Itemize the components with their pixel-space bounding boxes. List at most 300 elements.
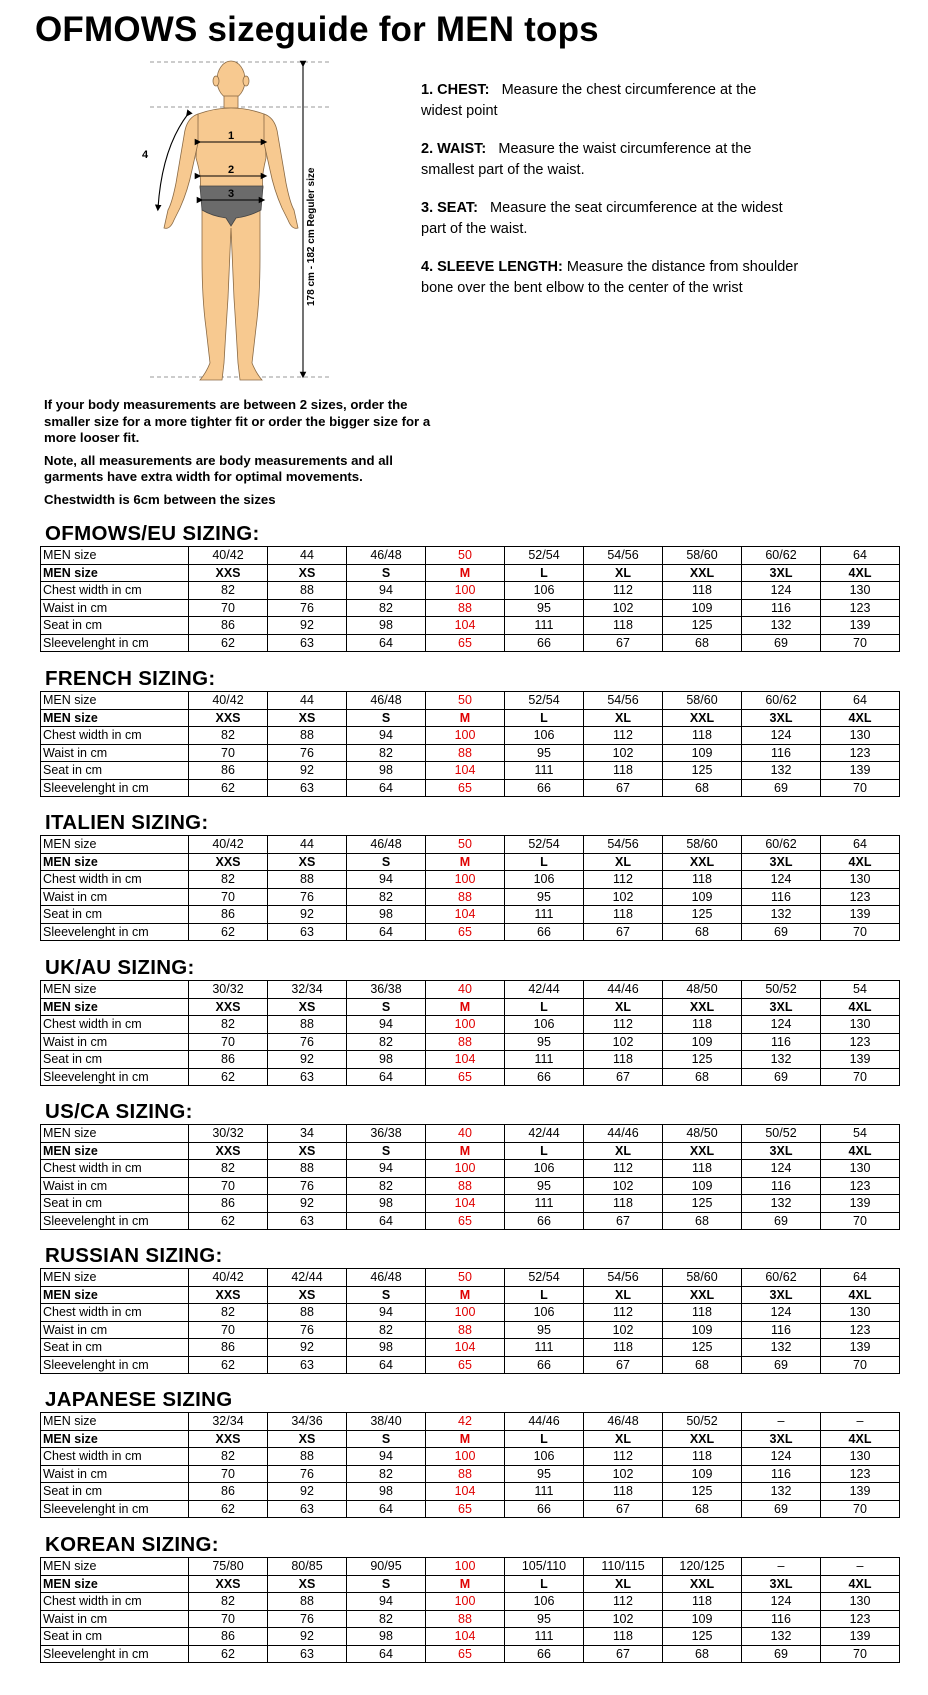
table-cell: 76 bbox=[268, 1610, 347, 1628]
row-label: Chest width in cm bbox=[41, 1593, 189, 1611]
row-label: Sleevelenght in cm bbox=[41, 1356, 189, 1374]
table-row bbox=[41, 1068, 900, 1086]
table-cell: 69 bbox=[742, 1212, 821, 1230]
table-cell: 109 bbox=[663, 744, 742, 762]
table-cell: 62 bbox=[189, 1212, 268, 1230]
table-cell: 92 bbox=[268, 1051, 347, 1069]
table-cell: 92 bbox=[268, 762, 347, 780]
table-cell: 90/95 bbox=[347, 1558, 426, 1576]
size-table bbox=[40, 1124, 900, 1230]
table-cell: 125 bbox=[663, 1483, 742, 1501]
table-cell: 118 bbox=[584, 906, 663, 924]
row-label: Sleevelenght in cm bbox=[41, 1500, 189, 1518]
table-cell: XL bbox=[584, 1286, 663, 1304]
table-cell: 104 bbox=[426, 1483, 505, 1501]
table-cell: 116 bbox=[742, 1033, 821, 1051]
table-row bbox=[41, 1304, 900, 1322]
table-cell: 68 bbox=[663, 1356, 742, 1374]
row-label: MEN size bbox=[41, 836, 189, 854]
size-table bbox=[40, 835, 900, 941]
row-label: Seat in cm bbox=[41, 1051, 189, 1069]
table-row bbox=[41, 547, 900, 565]
table-cell: 124 bbox=[742, 1304, 821, 1322]
table-cell: 54/56 bbox=[584, 692, 663, 710]
table-cell: 120/125 bbox=[663, 1558, 742, 1576]
table-cell: 70 bbox=[821, 634, 900, 652]
table-cell: 67 bbox=[584, 1645, 663, 1663]
table-cell: 64 bbox=[347, 634, 426, 652]
table-cell: 3XL bbox=[742, 1286, 821, 1304]
table-row bbox=[41, 779, 900, 797]
table-row bbox=[41, 564, 900, 582]
table-cell: 100 bbox=[426, 1558, 505, 1576]
table-cell: 111 bbox=[505, 762, 584, 780]
table-cell: 50 bbox=[426, 547, 505, 565]
table-cell: 68 bbox=[663, 634, 742, 652]
table-cell: 88 bbox=[268, 582, 347, 600]
table-cell: 132 bbox=[742, 1339, 821, 1357]
table-cell: 44 bbox=[268, 547, 347, 565]
table-cell: 3XL bbox=[742, 564, 821, 582]
table-cell: 63 bbox=[268, 1212, 347, 1230]
row-label: Chest width in cm bbox=[41, 1448, 189, 1466]
table-cell: 111 bbox=[505, 1051, 584, 1069]
table-cell: 124 bbox=[742, 1016, 821, 1034]
table-cell: S bbox=[347, 1142, 426, 1160]
table-row bbox=[41, 1628, 900, 1646]
table-cell: 32/34 bbox=[268, 981, 347, 999]
row-label: Seat in cm bbox=[41, 1483, 189, 1501]
table-cell: 130 bbox=[821, 1160, 900, 1178]
table-cell: 86 bbox=[189, 617, 268, 635]
sizing-section bbox=[40, 523, 900, 652]
table-cell: 64 bbox=[821, 692, 900, 710]
row-label: MEN size bbox=[41, 1269, 189, 1287]
section-title: RUSSIAN SIZING: bbox=[45, 1244, 223, 1267]
table-cell: 62 bbox=[189, 779, 268, 797]
table-cell: 130 bbox=[821, 1593, 900, 1611]
table-cell: 125 bbox=[663, 1195, 742, 1213]
table-cell: 125 bbox=[663, 1051, 742, 1069]
table-cell: 40/42 bbox=[189, 836, 268, 854]
table-cell: 48/50 bbox=[663, 1125, 742, 1143]
table-cell: 82 bbox=[347, 888, 426, 906]
table-cell: 58/60 bbox=[663, 1269, 742, 1287]
table-row bbox=[41, 1558, 900, 1576]
table-row bbox=[41, 617, 900, 635]
table-row bbox=[41, 1321, 900, 1339]
row-label: Chest width in cm bbox=[41, 1016, 189, 1034]
sizing-section bbox=[40, 1534, 900, 1663]
row-label: Sleevelenght in cm bbox=[41, 1645, 189, 1663]
table-row bbox=[41, 709, 900, 727]
table-cell: 66 bbox=[505, 1068, 584, 1086]
row-label: Chest width in cm bbox=[41, 1160, 189, 1178]
table-cell: 70 bbox=[189, 1465, 268, 1483]
table-cell: 52/54 bbox=[505, 1269, 584, 1287]
table-row bbox=[41, 762, 900, 780]
table-cell: 62 bbox=[189, 1500, 268, 1518]
table-row bbox=[41, 1286, 900, 1304]
row-label: MEN size bbox=[41, 564, 189, 582]
table-cell: 123 bbox=[821, 599, 900, 617]
table-cell: – bbox=[742, 1558, 821, 1576]
table-cell: 67 bbox=[584, 1212, 663, 1230]
table-cell: 123 bbox=[821, 1465, 900, 1483]
table-cell: 110/115 bbox=[584, 1558, 663, 1576]
table-cell: 46/48 bbox=[347, 1269, 426, 1287]
table-cell: 88 bbox=[268, 727, 347, 745]
table-cell: 104 bbox=[426, 617, 505, 635]
table-cell: XS bbox=[268, 1575, 347, 1593]
row-label: MEN size bbox=[41, 709, 189, 727]
table-cell: 88 bbox=[268, 871, 347, 889]
sizing-section bbox=[40, 1389, 900, 1518]
table-cell: 102 bbox=[584, 1033, 663, 1051]
table-cell: XXS bbox=[189, 1286, 268, 1304]
table-cell: 118 bbox=[584, 1628, 663, 1646]
table-cell: 65 bbox=[426, 1068, 505, 1086]
table-cell: 54/56 bbox=[584, 836, 663, 854]
table-cell: L bbox=[505, 998, 584, 1016]
table-cell: 132 bbox=[742, 1195, 821, 1213]
table-cell: 100 bbox=[426, 582, 505, 600]
table-cell: 118 bbox=[663, 1593, 742, 1611]
table-cell: 82 bbox=[347, 1177, 426, 1195]
table-cell: 98 bbox=[347, 762, 426, 780]
row-label: Seat in cm bbox=[41, 617, 189, 635]
table-cell: 111 bbox=[505, 617, 584, 635]
table-cell: 106 bbox=[505, 727, 584, 745]
seat-marker-label: 3 bbox=[228, 188, 235, 200]
table-cell: XS bbox=[268, 998, 347, 1016]
table-cell: 82 bbox=[347, 1610, 426, 1628]
table-cell: 30/32 bbox=[189, 1125, 268, 1143]
table-cell: 52/54 bbox=[505, 836, 584, 854]
table-cell: 3XL bbox=[742, 1575, 821, 1593]
page-title: OFMOWS sizeguide for MEN tops bbox=[35, 10, 599, 49]
table-cell: 118 bbox=[663, 871, 742, 889]
sizing-section bbox=[40, 1101, 900, 1230]
table-cell: 69 bbox=[742, 779, 821, 797]
row-label: Waist in cm bbox=[41, 599, 189, 617]
table-cell: 66 bbox=[505, 779, 584, 797]
instruction-waist: 2. WAIST: Measure the waist circumference at the smallest part of the waist. bbox=[421, 141, 752, 178]
table-cell: 65 bbox=[426, 1645, 505, 1663]
table-cell: 132 bbox=[742, 906, 821, 924]
table-cell: 132 bbox=[742, 1483, 821, 1501]
table-row bbox=[41, 1051, 900, 1069]
table-cell: 63 bbox=[268, 634, 347, 652]
table-row bbox=[41, 744, 900, 762]
table-cell: 88 bbox=[426, 1177, 505, 1195]
table-cell: 54/56 bbox=[584, 1269, 663, 1287]
table-cell: 139 bbox=[821, 1195, 900, 1213]
table-cell: 60/62 bbox=[742, 547, 821, 565]
table-cell: 95 bbox=[505, 599, 584, 617]
table-cell: 100 bbox=[426, 1448, 505, 1466]
table-cell: 102 bbox=[584, 1465, 663, 1483]
table-cell: 48/50 bbox=[663, 981, 742, 999]
table-cell: L bbox=[505, 853, 584, 871]
table-cell: L bbox=[505, 1430, 584, 1448]
table-cell: 66 bbox=[505, 923, 584, 941]
table-cell: 106 bbox=[505, 1448, 584, 1466]
table-cell: – bbox=[821, 1558, 900, 1576]
table-cell: 124 bbox=[742, 727, 821, 745]
table-cell: 67 bbox=[584, 779, 663, 797]
table-cell: L bbox=[505, 564, 584, 582]
table-cell: 139 bbox=[821, 762, 900, 780]
table-cell: 44 bbox=[268, 836, 347, 854]
table-cell: XXS bbox=[189, 853, 268, 871]
table-cell: XL bbox=[584, 564, 663, 582]
table-cell: 70 bbox=[821, 1645, 900, 1663]
table-cell: 63 bbox=[268, 923, 347, 941]
table-cell: 132 bbox=[742, 617, 821, 635]
table-cell: 68 bbox=[663, 1645, 742, 1663]
table-cell: 100 bbox=[426, 1593, 505, 1611]
table-cell: 76 bbox=[268, 599, 347, 617]
table-row bbox=[41, 906, 900, 924]
table-row bbox=[41, 1465, 900, 1483]
table-cell: 102 bbox=[584, 1321, 663, 1339]
row-label: Seat in cm bbox=[41, 1195, 189, 1213]
table-cell: 76 bbox=[268, 744, 347, 762]
table-cell: XXS bbox=[189, 564, 268, 582]
size-table bbox=[40, 980, 900, 1086]
table-row bbox=[41, 981, 900, 999]
table-row bbox=[41, 853, 900, 871]
table-cell: 40/42 bbox=[189, 547, 268, 565]
table-cell: 123 bbox=[821, 1177, 900, 1195]
table-cell: 106 bbox=[505, 582, 584, 600]
table-cell: S bbox=[347, 1286, 426, 1304]
table-cell: M bbox=[426, 1142, 505, 1160]
table-cell: 40 bbox=[426, 981, 505, 999]
table-cell: 94 bbox=[347, 582, 426, 600]
row-label: MEN size bbox=[41, 1430, 189, 1448]
table-cell: 64 bbox=[347, 1645, 426, 1663]
table-cell: 106 bbox=[505, 1160, 584, 1178]
row-label: Seat in cm bbox=[41, 1339, 189, 1357]
body-measurement-figure bbox=[140, 58, 355, 393]
table-cell: 69 bbox=[742, 1356, 821, 1374]
table-cell: 70 bbox=[821, 1212, 900, 1230]
table-cell: 82 bbox=[347, 744, 426, 762]
table-cell: 86 bbox=[189, 1339, 268, 1357]
table-cell: XXS bbox=[189, 998, 268, 1016]
table-cell: 42 bbox=[426, 1413, 505, 1431]
row-label: MEN size bbox=[41, 1142, 189, 1160]
table-cell: L bbox=[505, 1286, 584, 1304]
table-cell: 94 bbox=[347, 1160, 426, 1178]
table-cell: 46/48 bbox=[347, 547, 426, 565]
table-cell: 52/54 bbox=[505, 547, 584, 565]
table-cell: 111 bbox=[505, 1483, 584, 1501]
table-cell: 123 bbox=[821, 744, 900, 762]
table-cell: 30/32 bbox=[189, 981, 268, 999]
table-cell: 130 bbox=[821, 1016, 900, 1034]
section-title: OFMOWS/EU SIZING: bbox=[45, 522, 260, 545]
table-cell: 68 bbox=[663, 1500, 742, 1518]
table-cell: XS bbox=[268, 853, 347, 871]
table-cell: M bbox=[426, 853, 505, 871]
table-cell: 44/46 bbox=[584, 1125, 663, 1143]
table-cell: L bbox=[505, 1142, 584, 1160]
section-title: FRENCH SIZING: bbox=[45, 667, 216, 690]
table-cell: 125 bbox=[663, 617, 742, 635]
table-cell: 70 bbox=[189, 599, 268, 617]
table-cell: M bbox=[426, 1286, 505, 1304]
table-cell: 70 bbox=[189, 1610, 268, 1628]
table-cell: 3XL bbox=[742, 853, 821, 871]
table-cell: 92 bbox=[268, 906, 347, 924]
row-label: MEN size bbox=[41, 981, 189, 999]
table-cell: 70 bbox=[821, 1068, 900, 1086]
table-cell: 66 bbox=[505, 1645, 584, 1663]
table-row bbox=[41, 1177, 900, 1195]
table-cell: XXL bbox=[663, 1142, 742, 1160]
table-cell: 63 bbox=[268, 779, 347, 797]
table-cell: 116 bbox=[742, 1465, 821, 1483]
table-cell: 111 bbox=[505, 1628, 584, 1646]
table-cell: 100 bbox=[426, 1160, 505, 1178]
table-cell: 102 bbox=[584, 1610, 663, 1628]
row-label: Waist in cm bbox=[41, 1321, 189, 1339]
table-cell: 118 bbox=[584, 1195, 663, 1213]
table-cell: XXL bbox=[663, 1575, 742, 1593]
sleeve-marker-label: 4 bbox=[142, 149, 149, 161]
instruction-chest: 1. CHEST: Measure the chest circumference at the widest point bbox=[421, 82, 757, 119]
table-cell: 69 bbox=[742, 1645, 821, 1663]
table-row bbox=[41, 871, 900, 889]
table-cell: 104 bbox=[426, 762, 505, 780]
table-cell: 116 bbox=[742, 1321, 821, 1339]
table-cell: 50 bbox=[426, 692, 505, 710]
table-cell: XXS bbox=[189, 1142, 268, 1160]
table-row bbox=[41, 1356, 900, 1374]
table-cell: 86 bbox=[189, 762, 268, 780]
table-row bbox=[41, 1575, 900, 1593]
table-cell: 112 bbox=[584, 1160, 663, 1178]
table-cell: 118 bbox=[584, 617, 663, 635]
table-cell: 70 bbox=[189, 1177, 268, 1195]
table-cell: 112 bbox=[584, 727, 663, 745]
table-cell: 82 bbox=[347, 1321, 426, 1339]
table-cell: 82 bbox=[189, 871, 268, 889]
table-cell: 109 bbox=[663, 1033, 742, 1051]
table-cell: 92 bbox=[268, 1195, 347, 1213]
row-label: MEN size bbox=[41, 1558, 189, 1576]
table-cell: 44 bbox=[268, 692, 347, 710]
table-cell: 67 bbox=[584, 1500, 663, 1518]
table-cell: 104 bbox=[426, 1628, 505, 1646]
table-row bbox=[41, 1500, 900, 1518]
table-cell: 64 bbox=[347, 1500, 426, 1518]
table-cell: 112 bbox=[584, 582, 663, 600]
table-cell: XXL bbox=[663, 853, 742, 871]
table-cell: 69 bbox=[742, 1068, 821, 1086]
table-cell: 50/52 bbox=[742, 981, 821, 999]
table-cell: 124 bbox=[742, 871, 821, 889]
table-cell: 34 bbox=[268, 1125, 347, 1143]
table-cell: 111 bbox=[505, 906, 584, 924]
table-cell: 82 bbox=[189, 1160, 268, 1178]
table-cell: 139 bbox=[821, 617, 900, 635]
table-cell: 42/44 bbox=[268, 1269, 347, 1287]
table-cell: 92 bbox=[268, 1483, 347, 1501]
table-cell: 64 bbox=[347, 1212, 426, 1230]
table-cell: 94 bbox=[347, 1593, 426, 1611]
table-cell: M bbox=[426, 1430, 505, 1448]
table-cell: S bbox=[347, 998, 426, 1016]
table-cell: 139 bbox=[821, 1051, 900, 1069]
table-cell: XXL bbox=[663, 1430, 742, 1448]
table-cell: 4XL bbox=[821, 853, 900, 871]
table-cell: 130 bbox=[821, 1448, 900, 1466]
table-cell: 63 bbox=[268, 1068, 347, 1086]
table-cell: 118 bbox=[663, 582, 742, 600]
table-cell: 116 bbox=[742, 599, 821, 617]
table-cell: 3XL bbox=[742, 998, 821, 1016]
table-cell: 132 bbox=[742, 1051, 821, 1069]
row-label: Sleevelenght in cm bbox=[41, 1068, 189, 1086]
table-cell: 109 bbox=[663, 1177, 742, 1195]
table-cell: 118 bbox=[584, 762, 663, 780]
table-cell: 116 bbox=[742, 1610, 821, 1628]
row-label: Chest width in cm bbox=[41, 582, 189, 600]
table-cell: 82 bbox=[189, 1016, 268, 1034]
table-cell: 139 bbox=[821, 1339, 900, 1357]
table-cell: 98 bbox=[347, 1628, 426, 1646]
table-cell: 86 bbox=[189, 906, 268, 924]
table-cell: 70 bbox=[821, 779, 900, 797]
table-row bbox=[41, 634, 900, 652]
table-cell: 3XL bbox=[742, 1142, 821, 1160]
table-row bbox=[41, 1016, 900, 1034]
table-cell: 98 bbox=[347, 1051, 426, 1069]
table-cell: 66 bbox=[505, 1500, 584, 1518]
table-cell: 102 bbox=[584, 1177, 663, 1195]
note-chestwidth: Chestwidth is 6cm between the sizes bbox=[44, 491, 276, 507]
table-cell: 46/48 bbox=[347, 692, 426, 710]
table-cell: 94 bbox=[347, 727, 426, 745]
table-cell: 64 bbox=[821, 1269, 900, 1287]
table-row bbox=[41, 692, 900, 710]
table-cell: 139 bbox=[821, 1628, 900, 1646]
table-cell: 94 bbox=[347, 1448, 426, 1466]
table-cell: 100 bbox=[426, 1304, 505, 1322]
table-cell: XS bbox=[268, 1142, 347, 1160]
table-cell: 67 bbox=[584, 634, 663, 652]
table-cell: 88 bbox=[268, 1304, 347, 1322]
table-cell: 105/110 bbox=[505, 1558, 584, 1576]
table-cell: M bbox=[426, 709, 505, 727]
table-cell: 88 bbox=[268, 1448, 347, 1466]
table-row bbox=[41, 923, 900, 941]
instruction-seat: 3. SEAT: Measure the seat circumference at the widest part of the waist. bbox=[421, 200, 783, 237]
table-cell: 64 bbox=[347, 1356, 426, 1374]
table-cell: 124 bbox=[742, 582, 821, 600]
table-cell: 94 bbox=[347, 1304, 426, 1322]
row-label: MEN size bbox=[41, 853, 189, 871]
table-cell: 88 bbox=[426, 888, 505, 906]
table-cell: 88 bbox=[426, 744, 505, 762]
table-cell: 68 bbox=[663, 1212, 742, 1230]
table-cell: 111 bbox=[505, 1339, 584, 1357]
table-cell: 130 bbox=[821, 1304, 900, 1322]
